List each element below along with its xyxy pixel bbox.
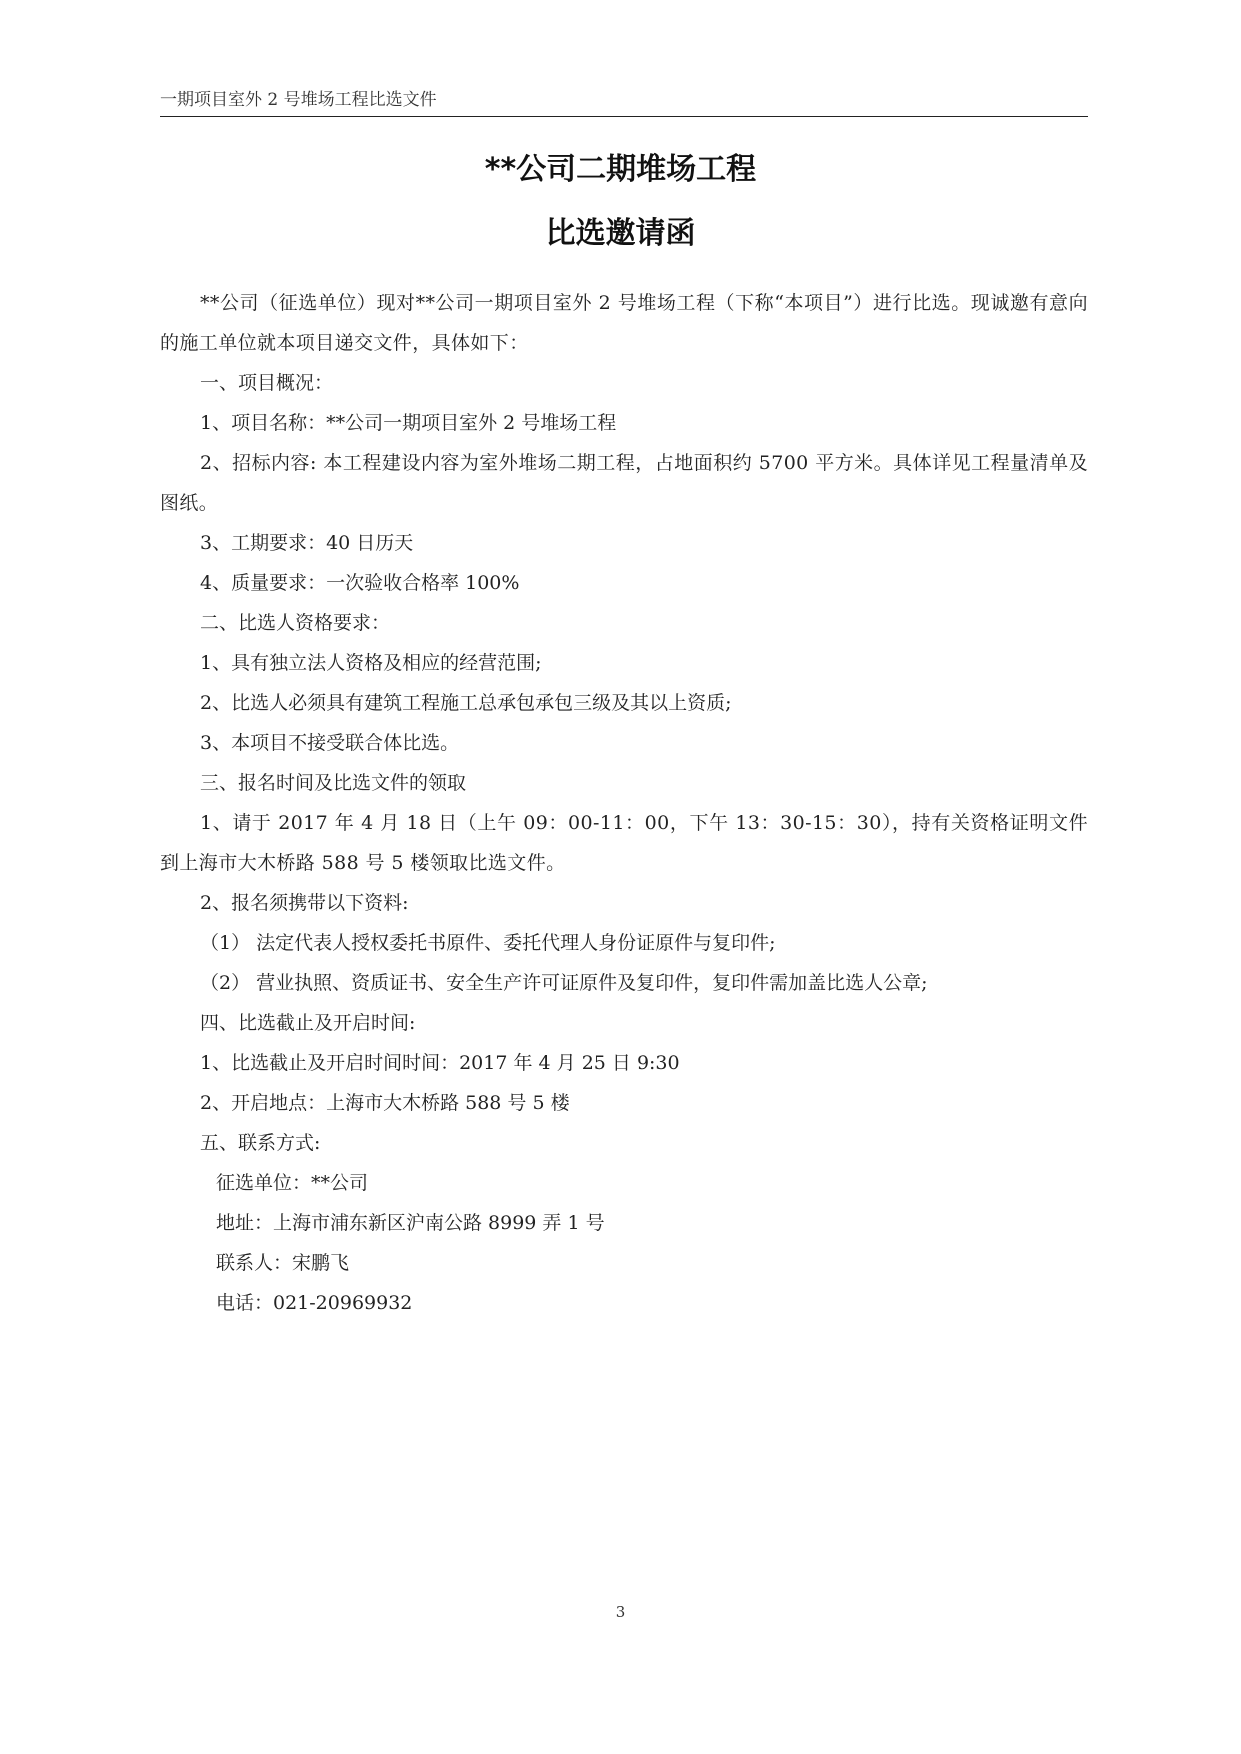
contact-address: 地址：上海市浦东新区沪南公路 8999 弄 1 号 (216, 1212, 605, 1234)
section-1-item-3: 3、工期要求：40 日历天 (200, 532, 414, 554)
document-body (160, 283, 1088, 1323)
section-4-heading: 四、比选截止及开启时间: (200, 1012, 416, 1034)
section-4-item-1: 1、比选截止及开启时间时间：2017 年 4 月 25 日 9:30 (200, 1052, 680, 1074)
section-3-sub-1: （1） 法定代表人授权委托书原件、委托代理人身份证原件与复印件; (200, 932, 776, 954)
header-text: 一期项目室外 2 号堆场工程比选文件 (160, 90, 437, 110)
document-title: **公司二期堆场工程 (484, 152, 757, 187)
contact-phone: 电话：021-20969932 (216, 1292, 413, 1314)
section-1-heading: 一、项目概况： (200, 372, 334, 394)
section-2-heading: 二、比选人资格要求： (200, 612, 391, 634)
page-header (160, 88, 1088, 117)
section-2-item-2: 2、比选人必须具有建筑工程施工总承包承包三级及其以上资质; (200, 692, 732, 714)
section-3-heading: 三、报名时间及比选文件的领取 (200, 772, 467, 794)
contact-unit: 征选单位：**公司 (216, 1172, 369, 1194)
section-1-item-4: 4、质量要求：一次验收合格率 100% (200, 572, 520, 594)
section-2-item-3: 3、本项目不接受联合体比选。 (200, 732, 460, 754)
intro-paragraph: **公司（征选单位）现对**公司一期项目室外 2 号堆场工程（下称“本项目”）进行比选。现诚邀有意向的施工单位就本项目递交文件，具体如下： (160, 292, 1088, 354)
document-subtitle: 比选邀请函 (545, 216, 696, 251)
section-3-item-2: 2、报名须携带以下资料: (200, 892, 409, 914)
contact-person: 联系人：宋鹏飞 (216, 1252, 350, 1274)
section-2-item-1: 1、具有独立法人资格及相应的经营范围; (200, 652, 542, 674)
section-3-item-1: 1、请于 2017 年 4 月 18 日（上午 09：00-11：00，下午 13：30-15：30），持有关资格证明文件到上海市大木桥路 588 号 5 楼领取比选文件。 (160, 812, 1088, 874)
section-1-item-1: 1、项目名称：**公司一期项目室外 2 号堆场工程 (200, 412, 617, 434)
section-3-sub-2: （2） 营业执照、资质证书、安全生产许可证原件及复印件，复印件需加盖比选人公章; (200, 972, 928, 994)
section-5-heading: 五、联系方式: (200, 1132, 321, 1154)
section-4-item-2: 2、开启地点：上海市大木桥路 588 号 5 楼 (200, 1092, 570, 1114)
page-number: 3 (615, 1603, 626, 1621)
section-1-item-2: 2、招标内容: 本工程建设内容为室外堆场二期工程，占地面积约 5700 平方米。具体详见工程量清单及图纸。 (160, 452, 1088, 514)
